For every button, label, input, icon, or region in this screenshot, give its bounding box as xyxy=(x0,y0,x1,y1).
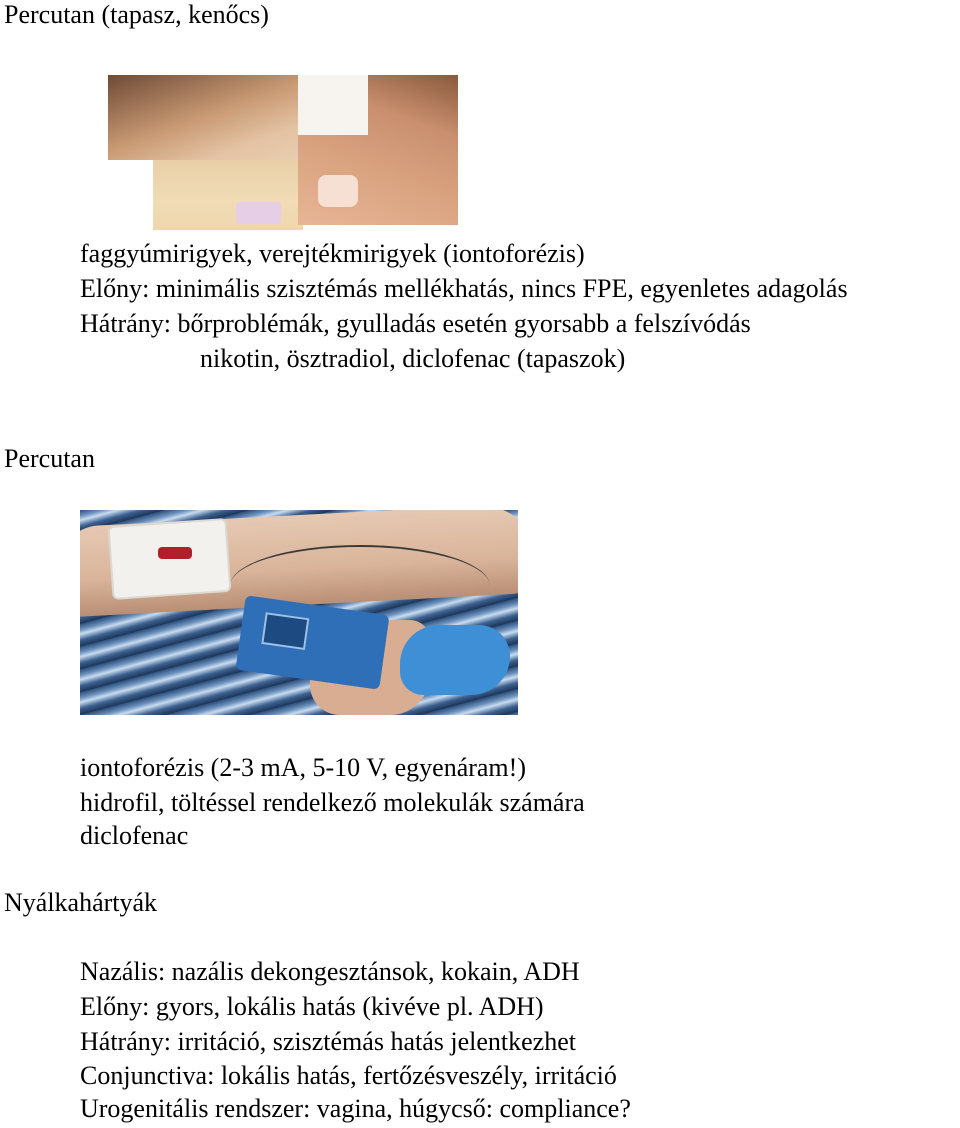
photo-patch-left xyxy=(236,202,281,224)
skin-patch-photo xyxy=(108,75,458,230)
text-line-indented: nikotin, ösztradiol, diclofenac (tapaszok) xyxy=(200,344,626,373)
section-heading-percutan: Percutan xyxy=(4,444,95,473)
text-line: Hátrány: irritáció, szisztémás hatás jelentkezhet xyxy=(80,1027,576,1056)
section-heading-mucosa: Nyálkahártyák xyxy=(4,888,158,917)
photo-device-screen xyxy=(261,612,309,650)
text-line: Urogenitális rendszer: vagina, húgycső: compliance? xyxy=(80,1094,631,1123)
iontophoresis-device-photo xyxy=(80,510,518,715)
text-line: Előny: gyors, lokális hatás (kivéve pl. ADH) xyxy=(80,992,544,1021)
text-line: faggyúmirigyek, verejtékmirigyek (iontoforézis) xyxy=(80,239,585,268)
text-line: hidrofil, töltéssel rendelkező molekulák számára xyxy=(80,788,585,817)
text-line: Conjunctiva: lokális hatás, fertőzésveszély, irritáció xyxy=(80,1061,617,1090)
photo-electrode-pad xyxy=(108,518,232,600)
text-line: diclofenac xyxy=(80,821,189,850)
text-line: iontoforézis (2-3 mA, 5-10 V, egyenáram!) xyxy=(80,753,526,782)
photo-clip xyxy=(158,547,192,559)
text-line: Nazális: nazális dekongesztánsok, kokain, ADH xyxy=(80,957,580,986)
text-line: Előny: minimális szisztémás mellékhatás, nincs FPE, egyenletes adagolás xyxy=(80,274,848,303)
photo-blue-electrode xyxy=(400,625,510,695)
text-line: Hátrány: bőrproblémák, gyulladás esetén gyorsabb a felszívódás xyxy=(80,309,751,338)
photo-patch-right xyxy=(318,175,358,207)
section-heading-percutan-patch: Percutan (tapasz, kenőcs) xyxy=(4,0,269,29)
